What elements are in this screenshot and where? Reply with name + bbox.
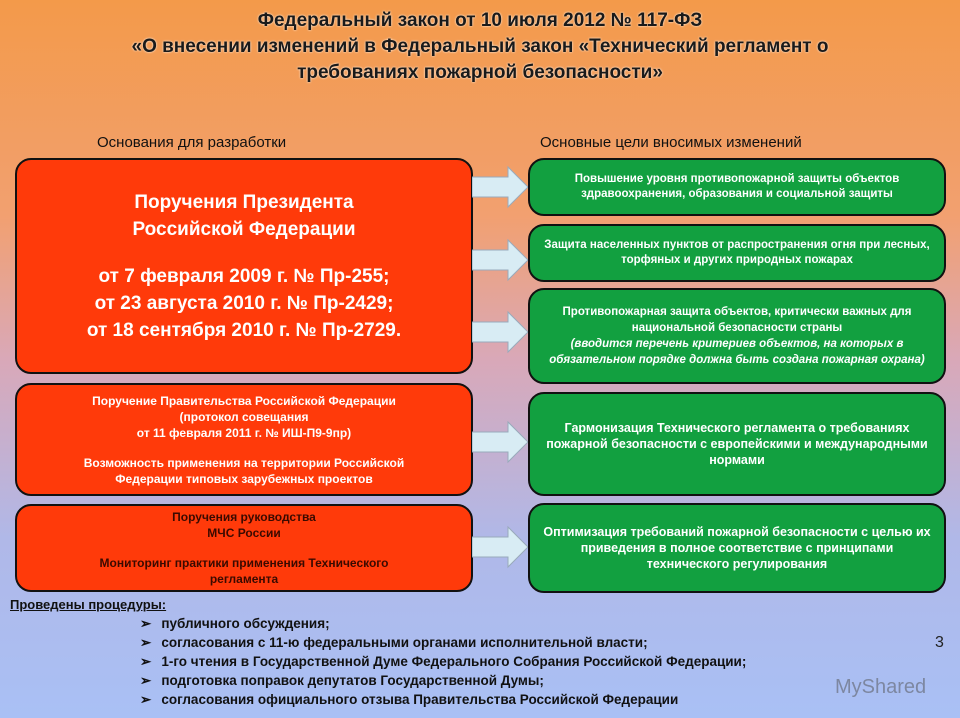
goal-text: Гармонизация Технического регламента о требованиях пожарной безопасности с европейскими и международными нормами <box>546 421 928 467</box>
slide-title <box>0 8 960 86</box>
government-order-box <box>15 383 473 496</box>
page-number: 3 <box>935 634 944 651</box>
box-line: от 23 августа 2010 г. № Пр-2429; <box>94 292 394 314</box>
goal-box <box>528 158 946 216</box>
box-line: МЧС России <box>207 526 281 540</box>
box-line: Возможность применения на территории Российской <box>83 455 405 470</box>
procedure-item: ➢ публичного обсуждения; <box>140 614 746 633</box>
box-line: от 11 февраля 2011 г. № ИШ-П9-9пр) <box>136 425 352 440</box>
watermark: MyShared <box>835 676 927 698</box>
goal-text: Защита населенных пунктов от распространения огня при лесных, торфяных и других природных пожарах <box>544 239 930 266</box>
procedure-item: ➢ согласования официального отзыва Правительства Российской Федерации <box>140 690 746 709</box>
right-header: Основные цели вносимых изменений <box>540 134 802 151</box>
box-line: Поручения руководства <box>172 510 316 524</box>
procedure-item: ➢ согласования с 11-ю федеральными органами исполнительной власти; <box>140 633 746 652</box>
arrow-right-icon <box>472 525 530 569</box>
title-line: Федеральный закон от 10 июля 2012 № 117-ФЗ <box>257 10 703 31</box>
box-line: Поручение Правительства Российской Федерации <box>92 393 396 408</box>
procedure-item: ➢ 1-го чтения в Государственной Думе Федерального Собрания Российской Федерации; <box>140 652 746 671</box>
box-line: Поручения Президента <box>134 191 354 213</box>
goal-text: Оптимизация требований пожарной безопасности с целью их приведения в полное соответствие с принципами технического регулирования <box>543 525 931 571</box>
box-line: (протокол совещания <box>179 409 309 424</box>
procedures-list <box>140 614 746 709</box>
arrow-right-icon <box>472 165 530 209</box>
goal-box <box>528 224 946 282</box>
goal-box <box>528 392 946 496</box>
box-line: Мониторинг практики применения Технического <box>99 556 389 570</box>
left-header: Основания для разработки <box>97 134 287 151</box>
president-orders-box <box>15 158 473 374</box>
arrow-right-icon <box>472 310 530 354</box>
box-line: регламента <box>209 572 279 586</box>
goal-note: (вводится перечень критериев объектов, на которых в обязательном порядке должна быть создана пожарная охрана) <box>549 338 925 366</box>
box-line: Российской Федерации <box>132 218 356 240</box>
procedure-item: ➢ подготовка поправок депутатов Государственной Думы; <box>140 671 746 690</box>
box-line: от 18 сентября 2010 г. № Пр-2729. <box>86 319 402 341</box>
goal-text: Противопожарная защита объектов, критически важных для национальной безопасности страны <box>562 306 912 334</box>
box-line: Федерации типовых зарубежных проектов <box>115 471 373 486</box>
arrow-right-icon <box>472 238 530 282</box>
title-line: «О внесении изменений в Федеральный закон «Технический регламент о <box>131 36 829 57</box>
goal-box <box>528 288 946 384</box>
goal-text: Повышение уровня противопожарной защиты объектов здравоохранения, образования и социальной защиты <box>574 173 900 200</box>
box-line: от 7 февраля 2009 г. № Пр-255; <box>98 265 390 287</box>
mchs-order-box <box>15 504 473 592</box>
goal-box <box>528 503 946 593</box>
arrow-right-icon <box>472 420 530 464</box>
procedures-label: Проведены процедуры: <box>10 597 167 612</box>
title-line: требованиях пожарной безопасности» <box>297 62 663 83</box>
